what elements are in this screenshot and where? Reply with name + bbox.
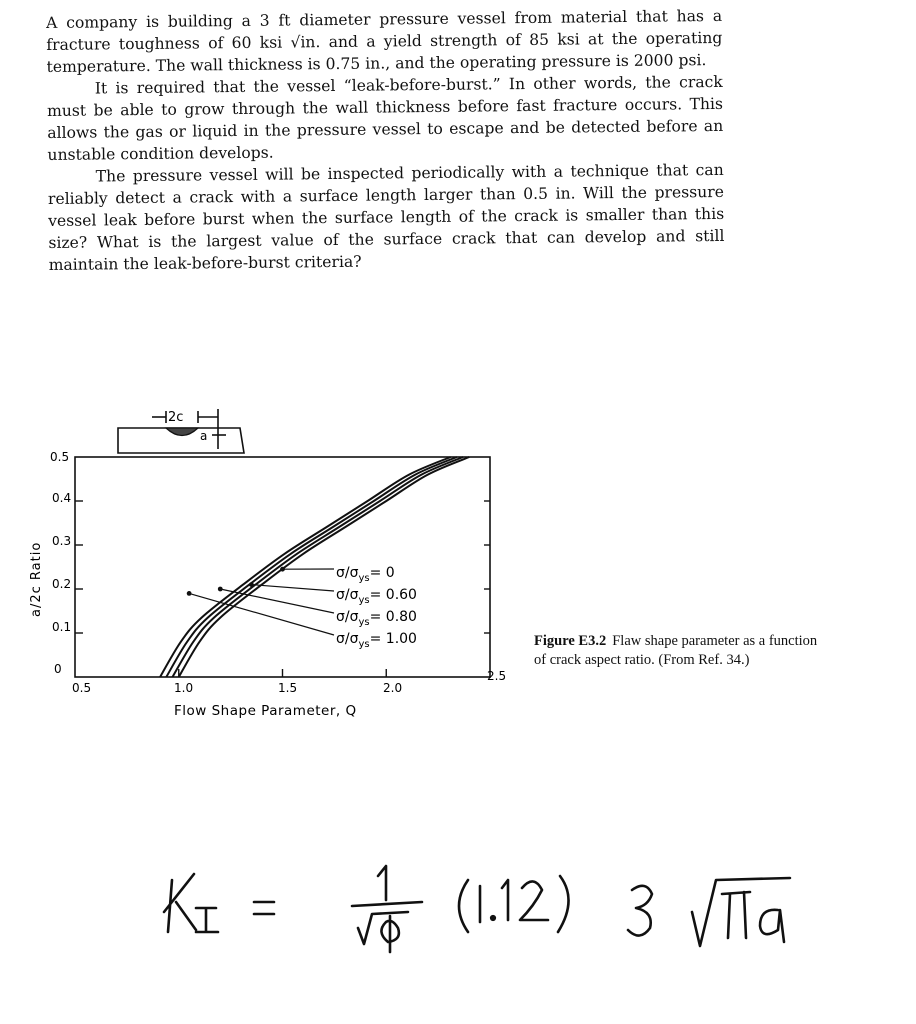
handwritten-digit-2 bbox=[520, 881, 548, 920]
legend-leader bbox=[251, 585, 334, 591]
handwritten-digit-1 bbox=[502, 880, 508, 920]
handwritten-k bbox=[164, 874, 196, 932]
handwritten-numerator-1 bbox=[378, 866, 386, 900]
figure-caption-text: Flaw shape parameter as a function of crack aspect ratio. (From Ref. 34.) bbox=[534, 633, 818, 668]
legend-leader-arrowhead bbox=[218, 587, 223, 592]
series-line bbox=[179, 457, 470, 677]
handwritten-equation bbox=[150, 850, 810, 960]
legend-leader-arrowhead bbox=[280, 567, 285, 572]
legend-entry: $\sigma/\sigma_{ys}= 0.60$ bbox=[336, 587, 417, 606]
inset-crack bbox=[166, 428, 198, 436]
legend-entry: $\sigma/\sigma_{ys}= 1.00$ bbox=[336, 631, 417, 650]
legend-entry: $\sigma/\sigma_{ys}= 0.80$ bbox=[336, 609, 417, 628]
legend-leader-arrowhead bbox=[187, 591, 192, 596]
inset-label-2c: 2c bbox=[168, 410, 184, 425]
flaw-shape-chart bbox=[0, 395, 540, 735]
y-tick-label: 0.5 bbox=[50, 450, 70, 464]
curves bbox=[160, 457, 469, 677]
inset-label-a: a bbox=[200, 429, 208, 443]
legend-leader bbox=[220, 589, 334, 613]
problem-paragraph-2: It is required that the vessel “leak-before-burst.” In other words, the crack must be able to grow through the wall thickness before fast fracture occurs. This allows the gas or liquid in the pressure vessel to escape and be detected before an unstable condition develops. bbox=[46, 72, 724, 164]
legend-entry: $\sigma/\sigma_{ys}= 0$ bbox=[336, 565, 395, 584]
handwritten-subscript-i bbox=[196, 908, 218, 932]
handwritten-a bbox=[760, 910, 784, 942]
series-line bbox=[173, 457, 464, 677]
problem-statement bbox=[46, 5, 725, 276]
x-tick-label: 1.0 bbox=[174, 681, 194, 695]
handwritten-sqrt-sign bbox=[692, 878, 790, 946]
y-tick-label: 0.3 bbox=[52, 534, 72, 548]
problem-paragraph-1: A company is building a 3 ft diameter pressure vessel from material that has a fracture toughness of 60 ksi √in. and a yield strength of 85 ksi at the operating temperature. The wall thickness is 0.75 in., and the operating pressure is 2000 psi. bbox=[46, 6, 723, 76]
x-tick-label: 0.5 bbox=[72, 681, 92, 695]
handwritten-open-paren bbox=[459, 880, 468, 932]
handwritten-decimal-point bbox=[491, 916, 495, 920]
x-axis-label: Flow Shape Parameter, Q bbox=[174, 703, 357, 719]
handwritten-phi bbox=[381, 916, 398, 952]
handwritten-equals bbox=[254, 902, 274, 914]
figure-caption bbox=[534, 632, 824, 670]
y-axis-label: a/2c Ratio bbox=[29, 541, 44, 617]
handwritten-sigma bbox=[628, 886, 652, 936]
y-tick-label: 0 bbox=[54, 662, 62, 676]
handwritten-pi bbox=[722, 892, 750, 938]
legend-leader-arrowhead bbox=[249, 582, 254, 587]
y-tick-label: 0.1 bbox=[52, 620, 72, 634]
figure-label: Figure E3.2 bbox=[534, 633, 607, 649]
problem-paragraph-3: The pressure vessel will be inspected periodically with a technique that can reliably detect a crack with a surface length larger than 0.5 in. Will the pressure vessel leak before burst when the surface length of the crack is smaller than this size? What is the largest value of the surface crack that can develop and still maintain the leak-before-burst criteria? bbox=[47, 160, 725, 274]
y-tick-label: 0.2 bbox=[52, 577, 72, 591]
x-tick-label: 1.5 bbox=[278, 681, 298, 695]
x-tick-label: 2.0 bbox=[383, 681, 403, 695]
handwritten-close-paren bbox=[558, 876, 569, 932]
axis-ticks bbox=[75, 501, 490, 677]
x-tick-label: 2.5 bbox=[487, 669, 507, 683]
legend bbox=[336, 565, 417, 650]
y-tick-label: 0.4 bbox=[52, 491, 72, 505]
handwritten-fraction-bar bbox=[352, 902, 422, 906]
